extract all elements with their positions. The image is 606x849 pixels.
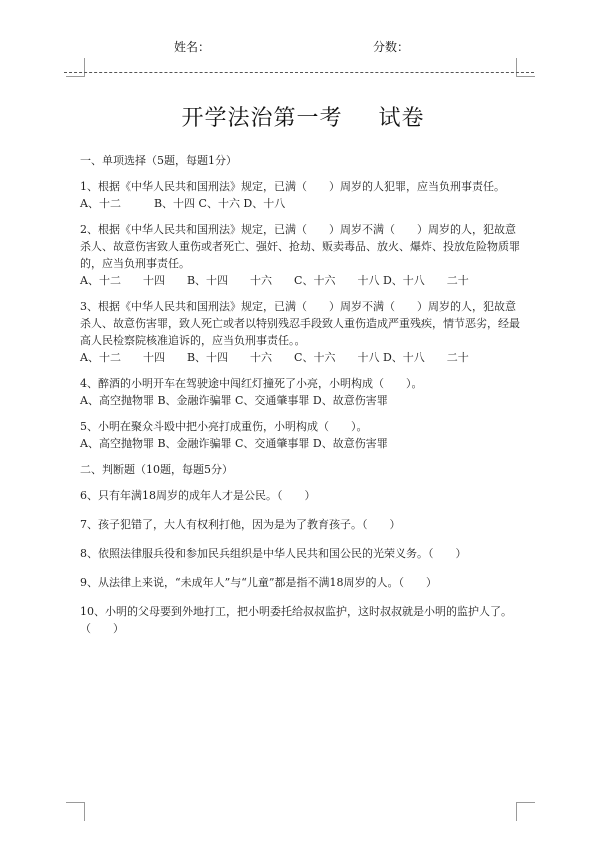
question-options: A、高空抛物罪 B、金融诈骗罪 C、交通肇事罪 D、故意伤害罪 <box>80 437 388 450</box>
question-text: 5、小明在聚众斗殴中把小亮打成重伤，小明构成（ ）。 <box>80 420 368 433</box>
section-heading-judgement: 二、判断题（10题，每题5分） <box>80 463 233 476</box>
question-item <box>80 418 526 452</box>
question-options: A、十二 十四 B、十四 十六 C、十六 十八 D、十八 二十 <box>80 274 469 287</box>
crop-mark-top-right <box>516 58 535 77</box>
judgement-item: 7、孩子犯错了，大人有权利打他，因为是为了教育孩子。（ ） <box>80 518 401 531</box>
judgement-item: 6、只有年满18周岁的成年人才是公民。（ ） <box>80 489 316 502</box>
judgement-item: 9、从法律上来说，“未成年人”与“儿童”都是指不满18周岁的人。（ ） <box>80 576 437 589</box>
title-main: 开学法治第一考 <box>181 106 343 131</box>
question-item <box>80 221 526 289</box>
question-text: 2、根据《中华人民共和国刑法》规定，已满（ ）周岁不满（ ）周岁的人，犯故意杀人、故意伤害致人重伤或者死亡、强奸、抢劫、贩卖毒品、放火、爆炸、投放危险物质罪的，应当负刑事责任。 <box>80 223 520 270</box>
name-field-label: 姓名： <box>174 40 211 54</box>
question-options: A、十二 十四 B、十四 十六 C、十六 十八 D、十八 二十 <box>80 351 469 364</box>
title-suffix: 试卷 <box>378 106 425 131</box>
question-item <box>80 178 526 212</box>
crop-mark-bottom-right <box>516 802 535 821</box>
question-text: 4、醉酒的小明开车在驾驶途中闯红灯撞死了小亮，小明构成（ ）。 <box>80 377 423 390</box>
judgement-item: 10、小明的父母要到外地打工，把小明委托给叔叔监护，这时叔叔就是小明的监护人了。（ ） <box>80 605 512 635</box>
header-fields <box>0 38 606 56</box>
question-options: A、高空抛物罪 B、金融诈骗罪 C、交通肇事罪 D、故意伤害罪 <box>80 394 388 407</box>
crop-mark-bottom-left <box>66 802 85 821</box>
question-item <box>80 375 526 409</box>
section-heading-choice: 一、单项选择（5题，每题1分） <box>80 154 237 167</box>
page-title <box>0 101 606 132</box>
judgement-item: 8、依照法律服兵役和参加民兵组织是中华人民共和国公民的光荣义务。（ ） <box>80 547 467 560</box>
cut-line-divider <box>64 72 534 73</box>
question-text: 3、根据《中华人民共和国刑法》规定，已满（ ）周岁不满（ ）周岁的人，犯故意杀人、故意伤害罪，致人死亡或者以特别残忍手段致人重伤造成严重残疾，情节恶劣，经最高人民检察院核准追诉的，应当负刑事责任。。 <box>80 300 520 347</box>
crop-mark-top-left <box>66 58 85 77</box>
question-text: 1、根据《中华人民共和国刑法》规定，已满（ ）周岁的人犯罪，应当负刑事责任。 <box>80 180 505 193</box>
score-field-label: 分数： <box>373 40 410 54</box>
exam-content <box>80 152 526 649</box>
question-options: A、十二 B、十四 C、十六 D、十八 <box>80 197 286 210</box>
question-item <box>80 298 526 366</box>
